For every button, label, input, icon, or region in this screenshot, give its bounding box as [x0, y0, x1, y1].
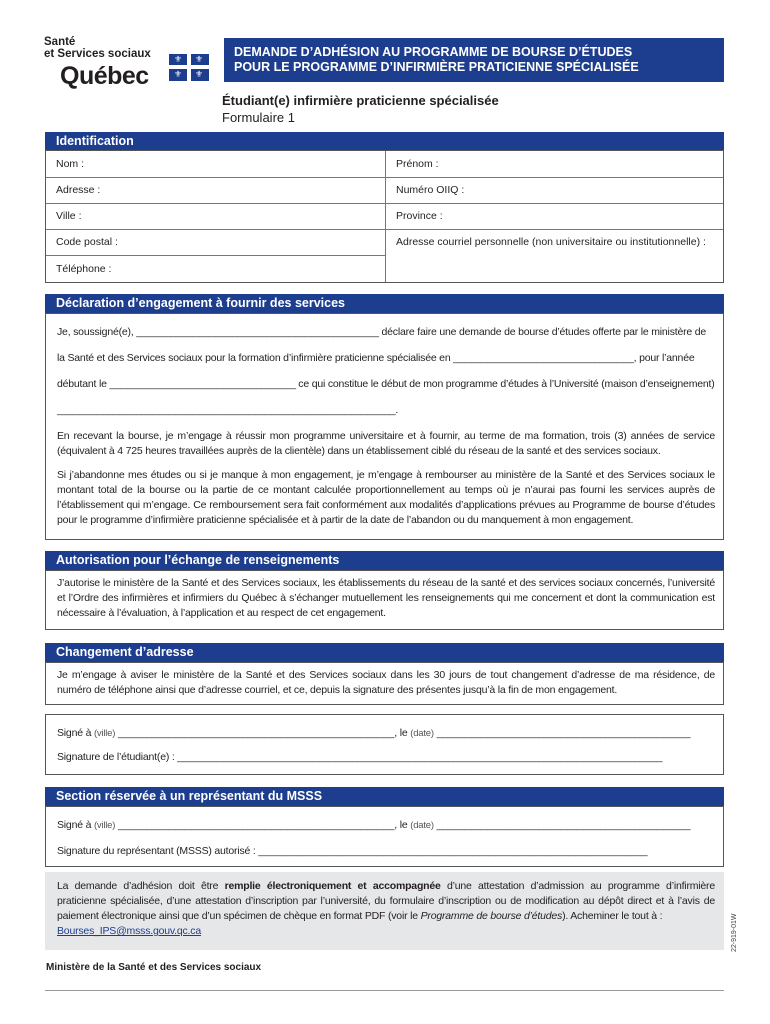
form-subtitle: Étudiant(e) infirmière praticienne spécialisée: [222, 93, 499, 108]
footer-rule: [45, 990, 724, 991]
signe-a-msss-row: [57, 818, 715, 833]
prenom-field[interactable]: Prénom :: [396, 158, 439, 170]
signe-a-label: Signé à: [57, 819, 92, 831]
courriel-field[interactable]: Adresse courriel personnelle (non universitaire ou institutionnelle) :: [396, 236, 706, 248]
footer-ministere: Ministère de la Santé et des Services sociaux: [46, 962, 262, 973]
ville-field[interactable]: Ville :: [56, 210, 82, 222]
le-label: le: [399, 727, 408, 739]
identification-box: [45, 150, 724, 283]
signature-etudiant-box: [45, 714, 724, 775]
msss-header: Section réservée à un représentant du MSSS: [45, 787, 724, 806]
form-title-bar: [224, 38, 724, 82]
date-hint: (date): [410, 728, 434, 739]
telephone-field[interactable]: Téléphone :: [56, 263, 112, 275]
form-title-line-2: POUR LE PROGRAMME D’INFIRMIÈRE PRATICIENNE SPÉCIALISÉE: [234, 60, 639, 74]
signature-etudiant-line[interactable]: Signature de l’étudiant(e) : ______________________________________________________________________________________: [57, 751, 663, 763]
email-link[interactable]: Bourses_IPS@msss.gouv.qc.ca: [57, 925, 201, 937]
ville-line[interactable]: _________________________________________________,: [117, 727, 398, 739]
le-label: le: [399, 819, 408, 831]
form-title-line-1: DEMANDE D’ADHÉSION AU PROGRAMME DE BOURSE D’ÉTUDES: [234, 45, 633, 59]
signe-a-etudiant-row: [57, 726, 715, 741]
quebec-flag-icon: ⚜ ⚜ ⚜ ⚜: [169, 54, 209, 81]
code-postal-field[interactable]: Code postal :: [56, 236, 118, 248]
logo-line-1: Santé: [44, 36, 76, 48]
declaration-paragraph-1: En recevant la bourse, je m’engage à réussir mon programme universitaire et à fournir, au terme de ma formation, trois (3) années de service (équivalent à 4 725 heures travaillées auprès de la clientèle) dans un établissement ciblé du réseau de la santé et des services sociaux.: [57, 430, 715, 457]
ville-hint: (ville): [93, 728, 116, 739]
declaration-line-4[interactable]: ____________________________________________________________.: [57, 404, 399, 416]
changement-header: Changement d’adresse: [45, 643, 724, 662]
signe-a-label: Signé à: [57, 727, 92, 739]
note-text: La demande d’adhésion doit être remplie électroniquement et accompagnée d’une attestation d’admission au programme d’infirmière praticienne spécialisée, d’une attestation d’inscription par l’université, du formulaire d’inscription ou de modification au dépôt direct et à l’avis de paiement électronique ainsi que d’un spécimen de chèque en format PDF (voir le Programme de bourse d’études). Acheminer le tout à : Bourses_IPS@msss.gouv.qc.ca: [57, 880, 715, 937]
nom-field[interactable]: Nom :: [56, 158, 85, 170]
form-code: 22-919-01W: [731, 913, 738, 952]
signature-msss-line[interactable]: Signature du représentant (MSSS) autorisé : _____________________________________________________________________: [57, 845, 648, 857]
changement-text: Je m’engage à aviser le ministère de la Santé et des Services sociaux dans les 30 jours de tout changement d’adresse de ma résidence, de numéro de téléphone ainsi que d’adresse courriel, et ce, depuis la signature des présentes jusqu’à la fin de mon engagement.: [57, 669, 715, 696]
autorisation-header: Autorisation pour l’échange de renseignements: [45, 551, 724, 570]
autorisation-text: J’autorise le ministère de la Santé et des Services sociaux, les établissements du réseau de la santé et des services sociaux concernés, l’université et l’Ordre des infirmières et infirmiers du Québec à s’échanger mutuellement les renseignements qui me concernent et dont la communication est nécessaire à l’évaluation, à l’application et au respect de cet engagement.: [57, 577, 715, 619]
date-line[interactable]: _____________________________________________: [436, 727, 691, 739]
declaration-line-2[interactable]: la Santé et des Services sociaux pour la formation d’infirmière praticienne spécialisée en ________________________________, pour l’année: [57, 352, 695, 364]
ville-line[interactable]: _________________________________________________,: [117, 819, 398, 831]
province-field[interactable]: Province :: [396, 210, 443, 222]
adresse-field[interactable]: Adresse :: [56, 184, 101, 196]
logo-line-2: et Services sociaux: [44, 48, 151, 60]
declaration-paragraph-2: Si j’abandonne mes études ou si je manque à mon engagement, je m’engage à rembourser au ministère de la Santé et des Services sociaux le montant total de la bourse ou la partie de ce montant calculée proportionnellement au temps où je n’aurai pas fourni les services auprès de l’établissement qui m’engage. Ce remboursement sera fait conformément aux modalités d’applications prévues au Programme de bourse d’études pour le programme d’infirmière praticienne spécialisée et à partir de la date de l’abandon ou du manquement à mon engagement.: [57, 469, 715, 526]
date-hint: (date): [410, 820, 434, 831]
declaration-line-3[interactable]: débutant le _________________________________ ce qui constitue le début de mon programme d’études à l’Université (maison d’enseignement): [57, 378, 715, 390]
date-line[interactable]: _____________________________________________: [436, 819, 691, 831]
quebec-logo: [44, 36, 214, 92]
declaration-line-1[interactable]: Je, soussigné(e), ___________________________________________ déclare faire une demande de bourse d’études offerte par le ministère de: [57, 326, 707, 338]
logo-line-3: Québec: [60, 62, 149, 90]
form-number: Formulaire 1: [222, 110, 295, 125]
declaration-header: Déclaration d’engagement à fournir des services: [45, 294, 724, 313]
ville-hint: (ville): [93, 820, 116, 831]
identification-header: Identification: [45, 132, 724, 151]
numero-oiiq-field[interactable]: Numéro OIIQ :: [396, 184, 465, 196]
